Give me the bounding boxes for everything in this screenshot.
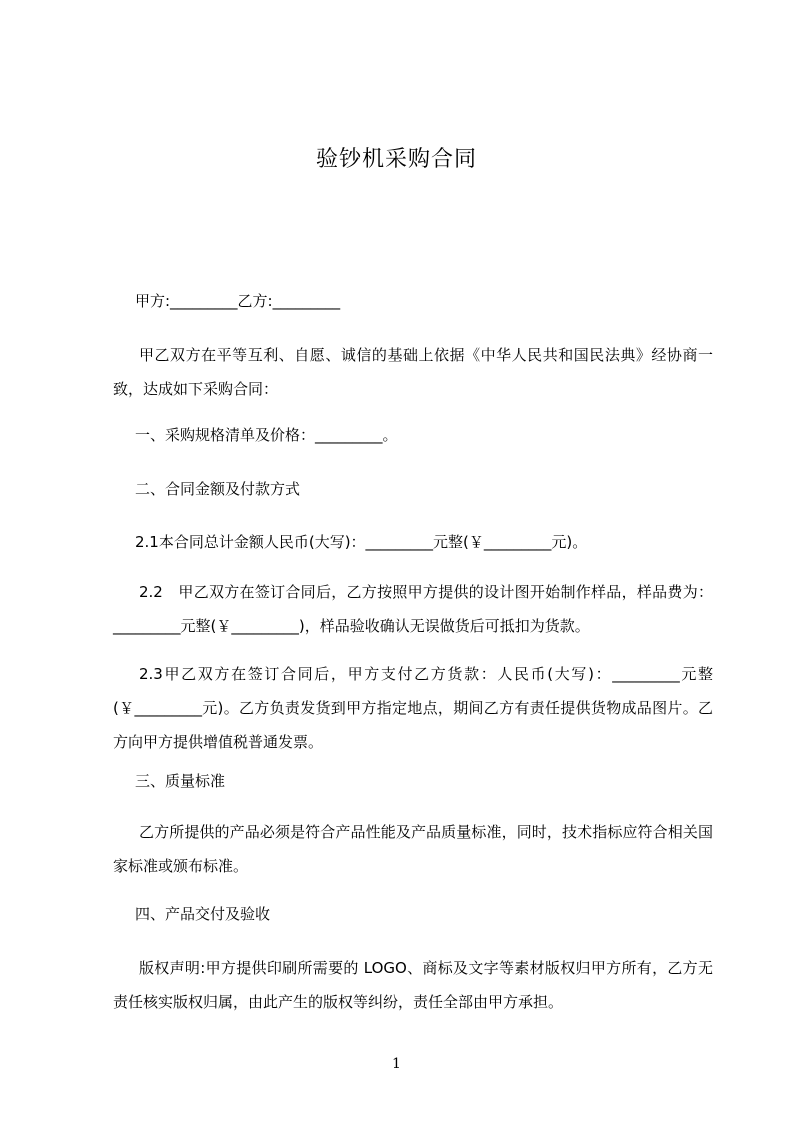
section-3-heading: 三、质量标准 — [135, 772, 226, 790]
clause-2-2: 2.2 甲乙双方在签订合同后，乙方按照甲方提供的设计图开始制作样品，样品费为：_________元整(￥_________)，样品验收确认无误做货后可抵扣为货款。 — [113, 583, 713, 635]
parties-line: 甲方:_________乙方:_________ — [135, 292, 341, 310]
section-2-heading: 二、合同金额及付款方式 — [135, 480, 301, 498]
section-1-heading: 一、采购规格清单及价格：_________。 — [135, 426, 398, 444]
document-title: 验钞机采购合同 — [315, 147, 477, 172]
copyright-paragraph: 版权声明:甲方提供印刷所需要的 LOGO、商标及文字等素材版权归甲方所有，乙方无责任核实版权归属，由此产生的版权等纠纷，责任全部由甲方承担。 — [113, 959, 713, 1011]
intro-paragraph: 甲乙双方在平等互利、自愿、诚信的基础上依据《中华人民共和国民法典》经协商一致，达成如下采购合同： — [113, 346, 713, 398]
quality-paragraph: 乙方所提供的产品必须是符合产品性能及产品质量标准，同时，技术指标应符合相关国家标准或颁布标准。 — [113, 823, 713, 875]
clause-2-1: 2.1本合同总计金额人民币(大写)：_________元整(￥_________元)。 — [135, 533, 588, 551]
clause-2-3: 2.3甲乙双方在签订合同后，甲方支付乙方货款：人民币(大写)：_________元整(￥_________元)。乙方负责发货到甲方指定地点，期间乙方有责任提供货物成品图片。乙方向甲方提供增值税普通发票。 — [113, 665, 713, 751]
section-4-heading: 四、产品交付及验收 — [135, 905, 271, 923]
page-number: 1 — [392, 1056, 401, 1072]
